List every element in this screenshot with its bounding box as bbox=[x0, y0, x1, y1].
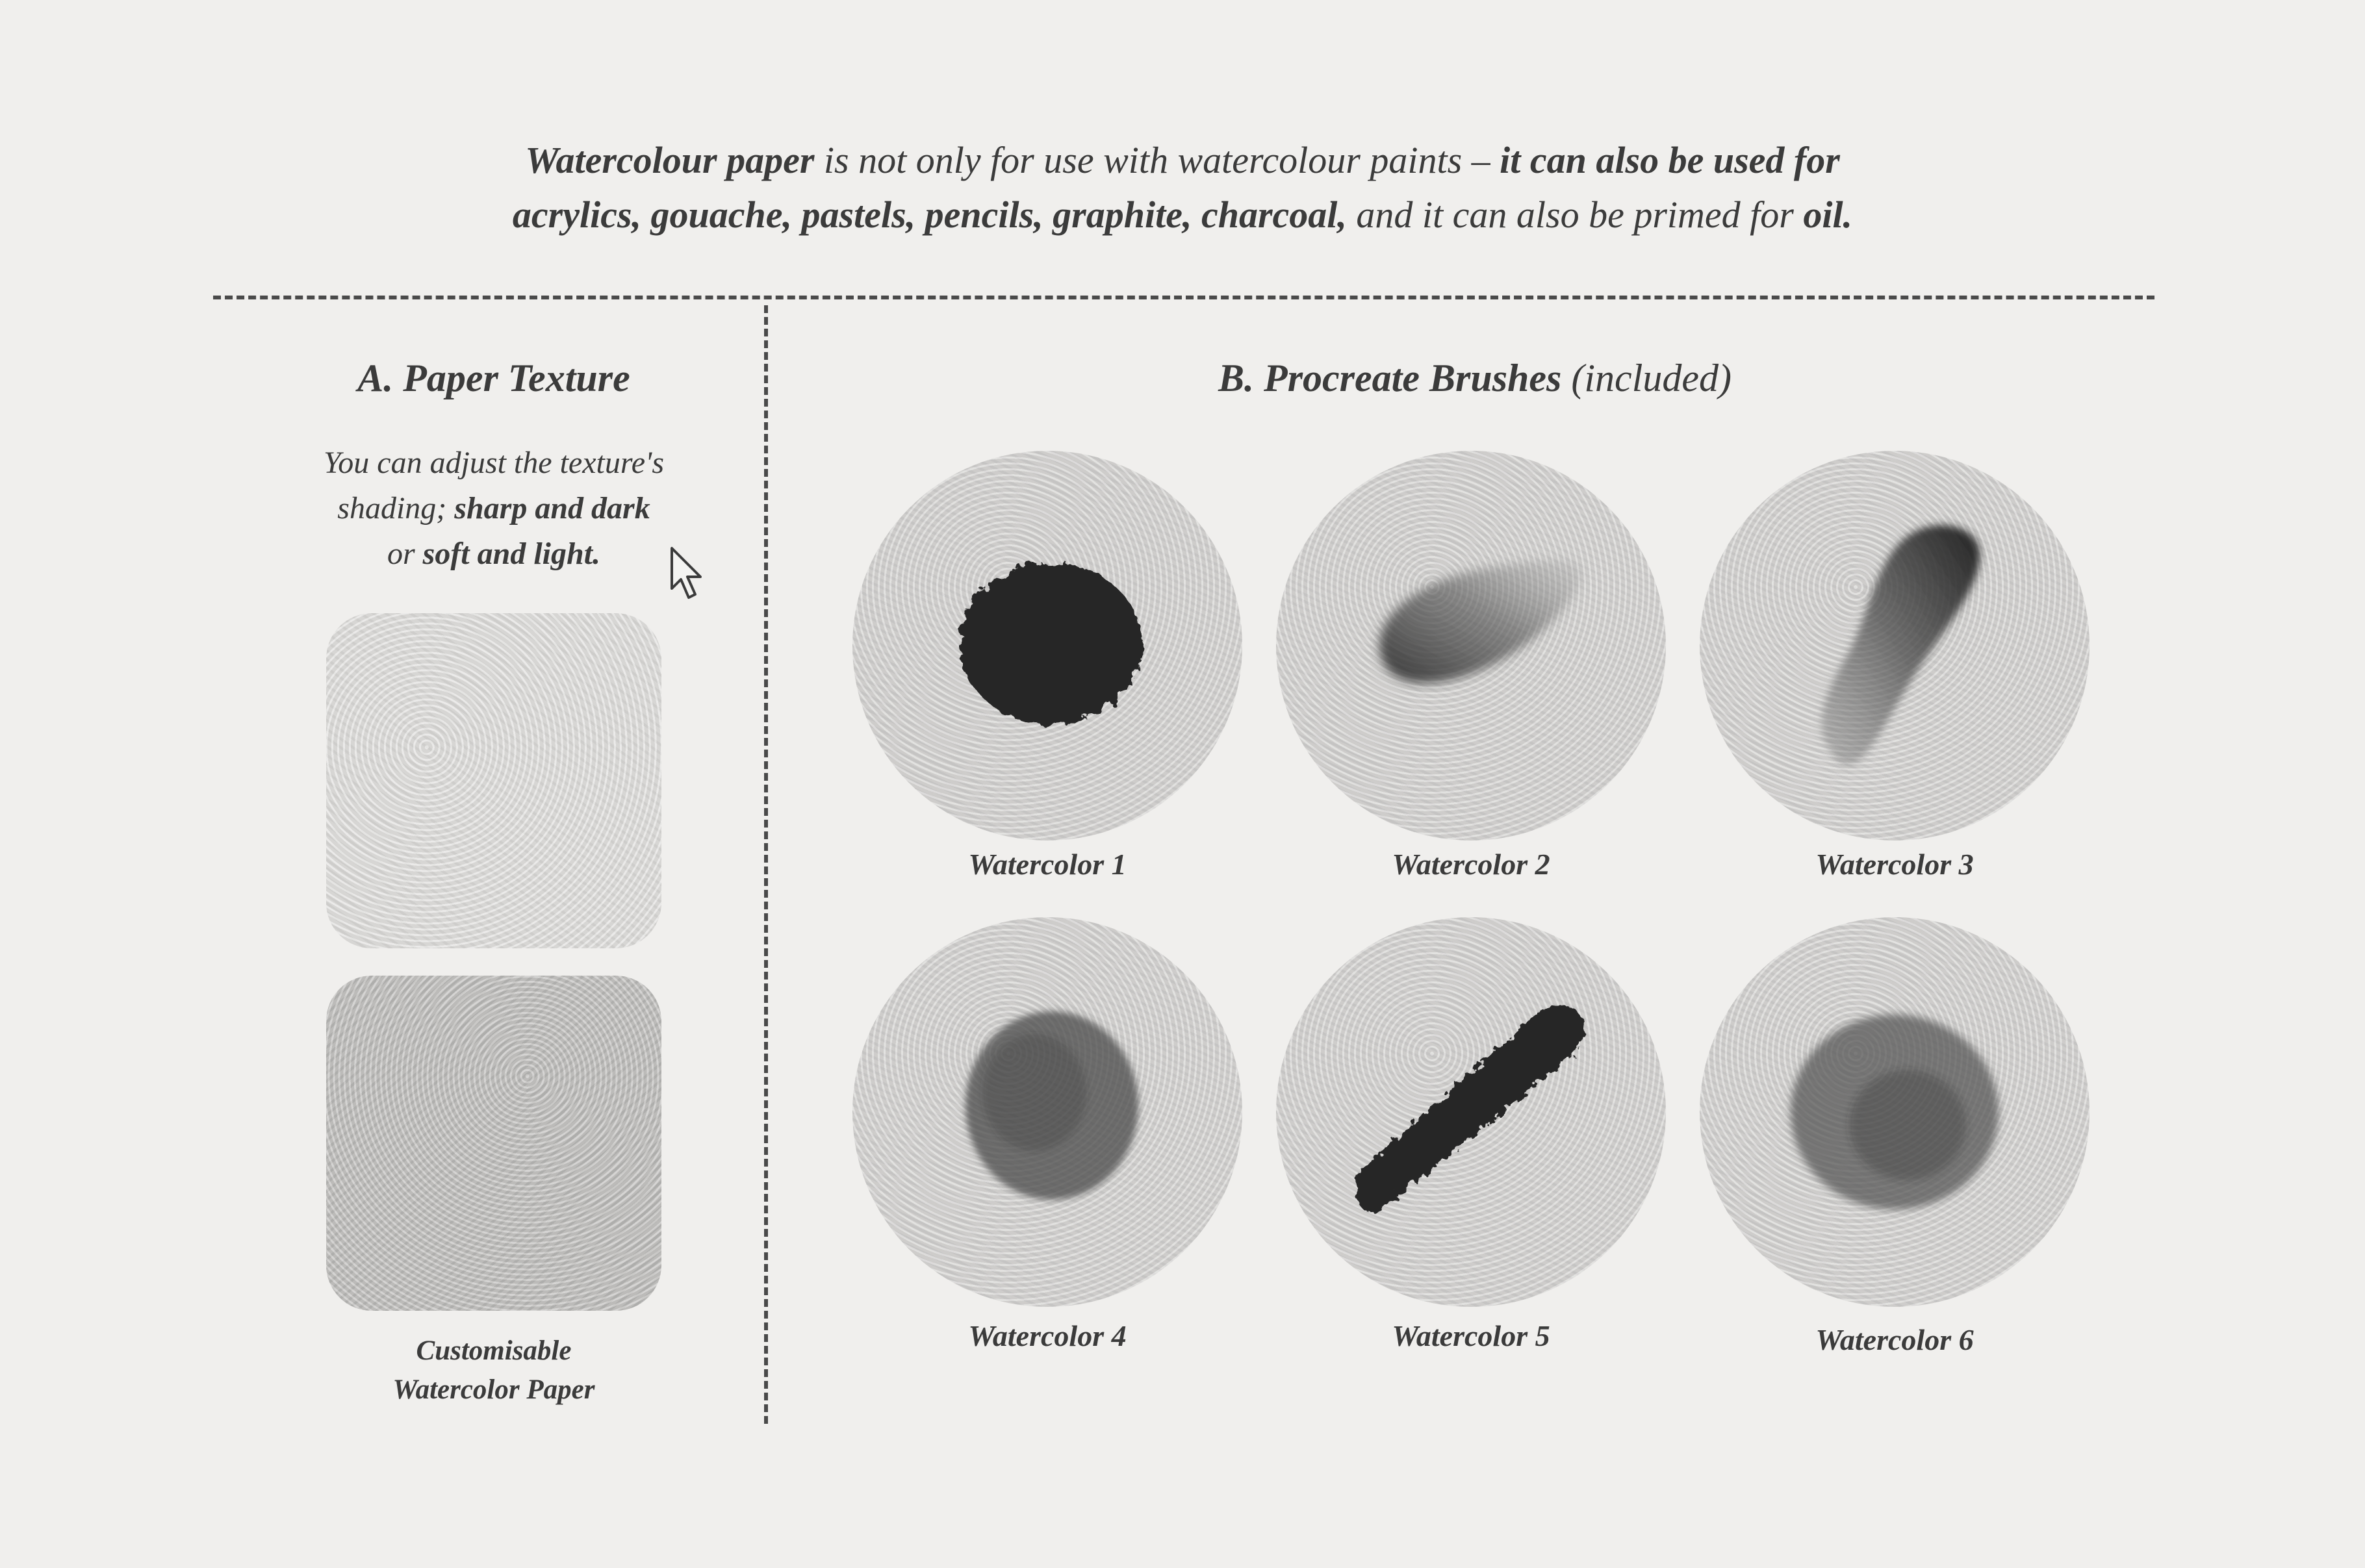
paper-swatch-sharp-dark bbox=[326, 976, 661, 1311]
desc-bold-2: sharp and dark bbox=[454, 491, 650, 525]
desc-bold-3: soft and light. bbox=[422, 537, 601, 571]
desc-line-1: You can adjust the texture's bbox=[323, 446, 664, 480]
intro-bold-1: Watercolour paper bbox=[525, 139, 815, 181]
intro-text-1: is not only for use with watercolour paints – bbox=[814, 139, 1500, 181]
brush-label-1: Watercolor 1 bbox=[968, 848, 1127, 881]
paper-swatch-soft-light bbox=[326, 613, 661, 948]
brush-stroke-2 bbox=[1276, 451, 1666, 841]
intro-bold-4: oil. bbox=[1803, 194, 1853, 236]
intro-text bbox=[0, 133, 2365, 242]
brush-label-6: Watercolor 6 bbox=[1815, 1323, 1974, 1356]
section-a-heading bbox=[214, 356, 773, 401]
brush-sample-4 bbox=[852, 917, 1242, 1307]
brush-sample-1 bbox=[852, 451, 1242, 841]
brush-label-4: Watercolor 4 bbox=[968, 1319, 1127, 1352]
mouse-pointer-icon bbox=[669, 546, 711, 604]
desc-plain-2: shading; bbox=[337, 491, 455, 525]
intro-bold-2: it can also be used for bbox=[1500, 139, 1840, 181]
caption-line-2: Watercolor Paper bbox=[392, 1374, 595, 1405]
intro-bold-3: acrylics, gouache, pastels, pencils, graphite, charcoal, bbox=[512, 194, 1347, 236]
intro-line-1 bbox=[0, 133, 2365, 188]
brush-stroke-5 bbox=[1276, 917, 1666, 1307]
brush-stroke-4 bbox=[852, 917, 1242, 1307]
brush-stroke-6 bbox=[1700, 917, 2090, 1307]
section-a-title: A. Paper Texture bbox=[357, 357, 630, 399]
brush-sample-2 bbox=[1276, 451, 1666, 841]
caption-line-1: Customisable bbox=[416, 1335, 572, 1366]
intro-text-2: and it can also be primed for bbox=[1346, 194, 1804, 236]
brush-sample-3 bbox=[1700, 451, 2090, 841]
desc-line-2 bbox=[214, 486, 773, 531]
section-b-heading bbox=[799, 356, 2151, 401]
horizontal-dashed-divider bbox=[213, 296, 2154, 299]
brush-label-2: Watercolor 2 bbox=[1392, 848, 1550, 881]
section-b-subtitle: (included) bbox=[1561, 357, 1732, 399]
paper-swatch-caption bbox=[214, 1332, 773, 1410]
brush-sample-6 bbox=[1700, 917, 2090, 1307]
brush-stroke-3 bbox=[1700, 451, 2090, 841]
intro-line-2 bbox=[0, 188, 2365, 242]
brush-stroke-1 bbox=[852, 451, 1242, 841]
brush-sample-5 bbox=[1276, 917, 1666, 1307]
brush-label-3: Watercolor 3 bbox=[1815, 848, 1974, 881]
section-b-title: B. Procreate Brushes bbox=[1218, 357, 1562, 399]
desc-plain-3: or bbox=[387, 537, 423, 571]
brush-label-5: Watercolor 5 bbox=[1392, 1319, 1550, 1352]
